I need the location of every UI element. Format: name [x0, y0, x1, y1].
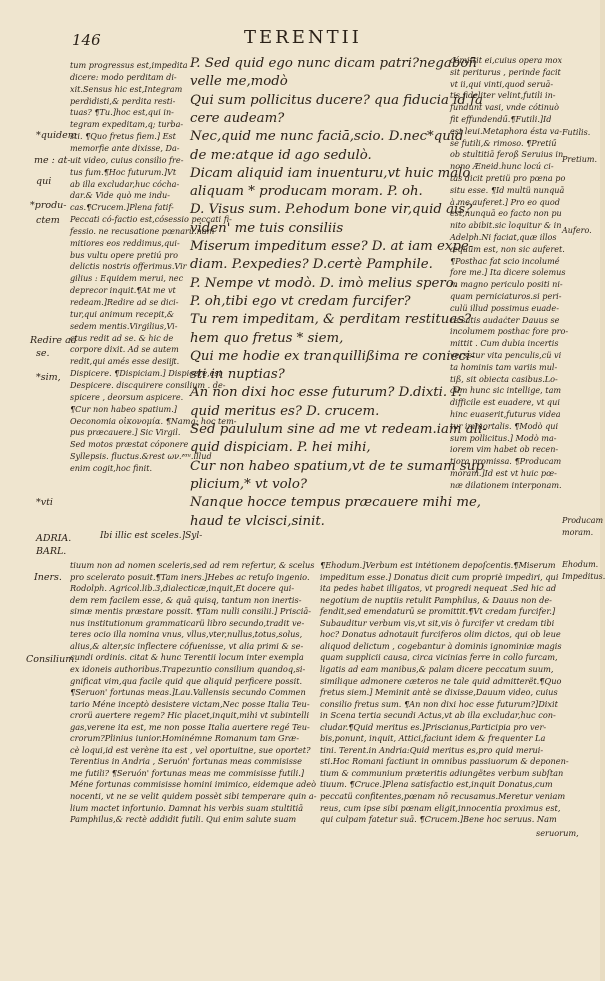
right-column-line: incolumem posthac fore pro- — [450, 326, 569, 337]
bottom-right-line: impeditum esse.] Donatus dicit cum propriè impediri, qui — [320, 571, 559, 582]
bottom-left-line: tario Méne inceptò desistere victam,Nec posse Italia Teu- — [70, 698, 310, 709]
left-column-line: dar.& Vide quò me indu- — [70, 190, 170, 201]
right-column-line: fundunt vasi, vnde cótinuò — [450, 102, 560, 113]
bottom-right-line: cludar.¶Quid meritus es.]Priscianus,Participia pro ver- — [320, 721, 547, 732]
left-column-line: perdidisti,& perdita resti- — [70, 95, 176, 106]
left-column-line: tuas? ¶Tu.]hoc est,qui in- — [70, 107, 174, 118]
right-column-line: re:satis audaċter Dauus se — [450, 314, 560, 325]
left-column-line: Oeconomia οἰκονομία. ¶Namq; hoc tem- — [70, 415, 237, 426]
bottom-right-line: peccatü confitentes,pœnam nō recusamus.Meretur veniam — [320, 791, 566, 801]
center-column-line: Dicam aliquid iam inuenturu,vt huic malo — [190, 165, 471, 181]
center-column-line: P. Sed quid ego nunc dicam patri?negabon̄ — [190, 56, 477, 71]
right-column-line: est leui.Metaphora ésta va- — [450, 125, 562, 136]
bottom-left-line: cè loqui,id est verène ita est , vel oportuitne, sue oportet? — [70, 744, 311, 755]
right-column-line: est,nunquā eo facto non pu — [450, 208, 562, 219]
left-column-line: gilius : Equidem merui, nec — [70, 273, 184, 284]
right-column-line: tiora promissa. ¶Producam — [450, 456, 562, 467]
right-column-line: sum pollicitus.] Modò ma- — [450, 432, 557, 443]
left-column-line: ¶Cur non habeo spatium.] — [70, 403, 177, 414]
margin-note-produ: *produ- — [30, 200, 67, 211]
center-column-line: Nec,quid me nunc faciā,scio. D.nec*quid — [190, 129, 464, 145]
center-column-line: de me:atque id ago sedulò. — [190, 147, 372, 163]
right-column-line: situ esse. ¶Id multü nunquā — [450, 184, 565, 195]
left-column-line: uit video, cuius consilio fre- — [70, 154, 184, 165]
center-column-line: velle me,modò — [190, 74, 288, 90]
left-column-line: sti. ¶Quo fretus fiem.] Est — [70, 131, 176, 142]
right-column-line: sit periturus , perinde facit — [450, 66, 561, 77]
left-column-line: delictis nostris offerimus.Vir — [70, 261, 187, 272]
margin-note-consilium: Consilium. — [26, 654, 78, 665]
bottom-left-line: Rodolph. Agricol.lib.3,dialecticæ,inquit,Et docere qui- — [70, 583, 295, 594]
right-column-line: moram.]Id est vt huic pœ- — [450, 468, 557, 478]
center-column-line: diam. P.expedies? D.certè Pamphile. — [190, 257, 433, 273]
margin-note-ehodum: Ehodum. — [562, 560, 599, 569]
right-column-line: tiß, sit obiecta casibus.Lo- — [450, 373, 558, 384]
left-column-line: redeam.]Redire ad se dici- — [70, 297, 179, 307]
right-column-line: tās dicit pretiü pro pœna po — [450, 173, 566, 183]
left-column-line: bus vultu opere pretiú pro — [70, 249, 178, 260]
left-column-line: sedem mentis.Virgilius,Vi- — [70, 320, 178, 331]
margin-note-me-at: me : at- — [34, 155, 71, 166]
bottom-left-line: crorum?Plinius iunior.Hominémne Romanum tam Græ- — [70, 733, 299, 744]
margin-note-redire: Redire ad — [30, 335, 77, 346]
right-column-line: cómittit ei,cuius opera mox — [450, 55, 563, 65]
right-column-line: mittit . Cum dubia incertis — [450, 338, 559, 349]
left-column-line: Syllepsis. fluctus.&rest ων.ᶻᵅᵘ.illud — [70, 451, 212, 462]
center-column-line: quid meritus es? D. crucem. — [190, 403, 380, 419]
bottom-right-line: in Scena tertia secundi Actus,vt ab illa excludar,huc con- — [320, 710, 556, 721]
right-column-line: tur immortalis. ¶Modò qui — [450, 420, 559, 431]
center-column-line: cere audeam? — [190, 110, 285, 126]
right-column-line: difficile est euadere, vt qui — [450, 397, 560, 408]
margin-note-se: se. — [36, 348, 50, 359]
center-column-line: P. oh,tibi ego vt credam furcifer? — [190, 293, 411, 309]
bottom-right-line: hoc? Donatus adnotauit furciferos olim dictos, qui ob leue — [320, 629, 561, 640]
bottom-right-line: sti.Hoc Romani factiunt in omnibus passiuorum & deponen- — [320, 756, 569, 767]
left-column-line: redit,qui amés esse desiĳt. — [70, 356, 180, 367]
margin-note-iners: Iners. — [34, 572, 62, 583]
right-column-line: culü illud possimus euade- — [450, 302, 559, 313]
margin-note-vti: *vti — [36, 497, 53, 508]
left-column-line: Sed motos præstat cóponere — [70, 439, 189, 450]
bottom-left-line: me futili? ¶Seruón' fortunas meas me commisisse futili.] — [70, 767, 305, 778]
bottom-left-line: crorü auertere regem? Hic placet,inquit,mihi vt subintelli — [70, 710, 310, 721]
left-column-line: tum progressus est,impedita — [70, 60, 188, 70]
center-column-line: Nanque hocce tempus præcauere mihi me, — [190, 495, 482, 511]
left-column-line: pus præcauere.] Sic Virgil. — [70, 427, 181, 438]
right-column-line: cum hunc sic intellige, tam — [450, 385, 562, 396]
page-header — [0, 25, 600, 55]
bottom-right-line: tiuum. ¶Cruce.]Plena satisfactio est,inquit Donatus,cum — [320, 779, 553, 790]
right-column-line: versetur vita penculis,cü vi — [450, 350, 562, 360]
right-column-line: à me auferet.] Pro eo quod — [450, 196, 560, 207]
center-tail-note: Ibi illic est sceles.]Syl- — [100, 531, 203, 541]
right-column-line: fore me.] Ita dicere solemus — [450, 267, 566, 278]
margin-note-futilis: Futilis. — [562, 128, 591, 137]
margin-note-moram: moram. — [562, 528, 594, 537]
center-column-line: sti in nuptias? — [190, 367, 285, 383]
page-number: 146 — [72, 31, 101, 49]
center-column-line: quid dispiciam. P. hei mihi, — [190, 440, 371, 456]
margin-note-producam: Producam — [562, 516, 604, 525]
center-column-line: Cur non habeo spatium,vt de te sumam sup — [190, 458, 484, 474]
margin-note-qui: qui — [36, 176, 52, 187]
left-column-line: enim cogit,hoc finit. — [70, 462, 153, 473]
bottom-right-line: Subauditur verbum vis,vt sit,vis ò furcifer vt credam tibi — [320, 617, 555, 628]
left-column-line: ab illa excludar,huc cócha- — [70, 178, 180, 189]
center-column-line: Qui me hodie ex tranquillißima re conieci- — [190, 348, 475, 364]
bottom-left-line: tiuum non ad nomen sceleris,sed ad rem refertur, & scelus — [70, 560, 315, 570]
center-column-line: haud te vlcisci,sinit. — [190, 513, 325, 529]
center-column-line: aliquam * producam moram. P. oh. — [190, 184, 423, 200]
bottom-left-line: alius,& alter,sic inflectere cófuenisse, vt alia primi & se- — [70, 640, 304, 651]
center-column-line: hem quo fretus * siem, — [190, 330, 344, 346]
bottom-right-line: bis,ponunt, inquit, Attici,faciunt idem & frequenter La — [320, 733, 546, 744]
bottom-left-line: ex idoneis authoribus.Trapezuntio consilium quandoq,si- — [70, 663, 306, 674]
right-column-line: nito abibit.sic loquitur & in — [450, 220, 562, 231]
bottom-left-line: cundi ordinis. citat & hunc Terentii locum inter exempla — [70, 652, 304, 663]
bottom-left-line: Pamphilus,& rectè addidit futili. Qui enim salute suam — [70, 814, 297, 825]
right-column-line: quam perniciaturos.si peri- — [450, 291, 562, 301]
left-column-line: Dispicere. ¶Dispiciam.] Dispicere,est — [70, 368, 222, 379]
bottom-right-line: similique admonere cæteros ne tale quid admitterët.¶Quo — [320, 675, 562, 686]
bottom-right-line: fretus siem.] Meminit antè se dixisse,Dauum video, cuius — [320, 687, 558, 698]
center-column-line: Miserum impeditum esse? D. at iam expe- — [190, 239, 474, 254]
left-column-line: fessio. ne recusatione pœnarü.nam — [70, 225, 215, 236]
catchword: seruorum, — [536, 828, 579, 838]
right-column-line: ¶Posthac fat scio incolumé — [450, 255, 560, 266]
bottom-left-line: gnificat vim,qua facile quid que aliquid perficere possit. — [70, 675, 303, 686]
right-column-line: se futili,& rimoso. ¶Pretiű — [450, 137, 557, 148]
bottom-left-line: Méne fortunas commisisse homini imimico, eidemque adeò — [70, 779, 317, 790]
bottom-left-line: gas,verene ita est, me non posse Italia auertere regé Teu- — [70, 721, 310, 732]
margin-note-ctem: ctem — [36, 215, 60, 226]
bottom-left-line: dem rem facilem esse, & quā quisq, tantum non inertis- — [70, 594, 302, 605]
bottom-right-line: ¶Ehodum.]Verbum est intėtionem depoſcentis.¶Miserum — [320, 560, 556, 570]
center-column-line: Sed paululum sine ad me vt redeam.iam ali- — [190, 422, 487, 437]
right-column-line: fit effundendű.¶Futili.]Id — [450, 114, 552, 124]
right-column-line: hinc euaserit,futurus videa — [450, 409, 561, 419]
bottom-right-line: ligatis ad eam manibus,& palam dicere peccatum suum, — [320, 663, 554, 674]
bottom-left-line: nus institutionum grammaticarü libro secundo,tradit ve- — [70, 617, 305, 628]
left-column-line: tus fum.¶Hoc futurum.]Vt — [70, 166, 177, 177]
right-column-line: Adelph.Ni faciat,quæ illos — [450, 232, 557, 242]
left-column-line: cas.¶Crucem.]Plena fatif- — [70, 202, 174, 213]
bottom-left-line: simæ mentis præstare possit. ¶Tam nulli consilii.] Prisciā- — [70, 606, 311, 617]
bottom-right-line: reus, cum ipse sibi pœnam eligit,innocentia proximus est, — [320, 802, 561, 813]
margin-note-adria: ADRIA. — [36, 533, 72, 544]
right-column-line: tis fideliter velint,futili in- — [450, 90, 556, 101]
left-column-line: spicere , deorsum aspicere. — [70, 391, 184, 402]
right-column-line: nono Æneid.hunc locú ci- — [450, 161, 554, 172]
left-column-line: xit.Sensus hic est,Integram — [70, 83, 183, 94]
right-column-line: iorem vim habet ob recen- — [450, 444, 559, 455]
center-column-line: Qui sum pollicitus ducere? qua fiducia id fa — [190, 92, 483, 108]
right-column-line: ta hominis tam variis mul- — [450, 361, 558, 372]
margin-note-sim: *sim, — [36, 372, 61, 383]
left-column-line: Peccati có-factio est,cósessio peccati fi- — [70, 214, 232, 225]
right-column-line: næ dilationem interponam. — [450, 479, 562, 490]
left-column-line: dicere: modo perditam di- — [70, 71, 177, 82]
bottom-left-line: teres ocio illa nomina vnus, vllus,vter,nullus,totus,solus, — [70, 629, 303, 640]
right-column-line: æquum est, non sic auferet. — [450, 243, 565, 254]
center-column-line: Tu rem impeditam, & perditam restituas? — [190, 312, 472, 328]
left-column-line: Despicere. discquirere consilium . de- — [70, 379, 226, 390]
right-column-line: ob stultitiā feroß Seruius in — [450, 149, 564, 160]
center-column-line: plicium,* vt volo? — [190, 476, 307, 492]
margin-note-quidem: *quidem — [36, 130, 77, 141]
center-column-line: An non dixi hoc esse futurum? D.dixti. P. — [190, 385, 462, 401]
left-column-line: tur,qui animum recepit,& — [70, 308, 175, 319]
center-column-line: P. Nempe vt modò. D. imò melius spero. — [190, 275, 458, 291]
bottom-right-line: aliquod delictum , cogebantur à dominis ignominiæ magis — [320, 640, 562, 651]
center-column-line: D. Visus sum. P.ehodum bone vir,quid ais? — [190, 202, 473, 218]
bottom-right-line: quam supplicii causa, circa vicinias ferre in collo furcam, — [320, 652, 558, 663]
bottom-right-line: consilio fretus sum. ¶An non dixi hoc esse futurum?]Dixit — [320, 698, 558, 709]
left-column-line: tegram expeditam,q; turba- — [70, 119, 184, 130]
right-column-line: in magno periculo positi ni- — [450, 279, 563, 290]
left-column-line: corpore dixit. Ad se autem — [70, 344, 179, 355]
bottom-right-line: negotium de nuptiis retulit Pamphilus, & Dauus non de- — [320, 594, 552, 605]
margin-note-barl: BARL. — [36, 546, 67, 557]
bottom-left-line: Terentius in Andria , Seruón' fortunas meas commisisse — [70, 756, 302, 767]
margin-note-impeditus: Impeditus. — [562, 572, 605, 581]
right-column-line: vt ii,qui vinti,quod seruā- — [450, 78, 554, 89]
center-column-line: viden' me tuis consiliis — [190, 220, 344, 236]
bottom-right-line: qui culpam fatetur suā. ¶Crucem.]Bene hoc seruus. Nam — [320, 814, 557, 825]
running-title: TERENTII — [244, 27, 362, 48]
left-column-line: memorfie ante dixisse, Da- — [70, 142, 180, 153]
bottom-right-line: fendit,sed emendaturū se promittit.¶Vt credam furcifer.] — [320, 606, 556, 617]
bottom-right-line: tini. Terent.in Andria:Quid meritus es,pro quid merui- — [320, 744, 544, 755]
margin-note-pretium: Pretium. — [562, 155, 597, 164]
left-column-line: deprecor inquit.¶At me vt — [70, 285, 176, 296]
margin-note-aufero: Aufero. — [562, 226, 592, 235]
left-column-line: mitiores eos reddimus,qui- — [70, 237, 180, 248]
bottom-left-line: nocenti, vt ne se velit quidem possèt sibi temperare quin a- — [70, 791, 317, 801]
bottom-left-line: lium mactet infortunio. Damnat his verbis suam stultitiā — [70, 802, 304, 813]
bottom-left-line: ¶Seruon' fortunas meas.]Lau.Vallensis secundo Commen — [70, 687, 306, 698]
bottom-left-line: pro scelerato posuit.¶Tam iners.]Hebes ac retuſo ingenio. — [70, 571, 310, 582]
bottom-right-line: ita pedes habet illigatos, vt progredi nequeat .Sed hic ad — [320, 583, 557, 594]
bottom-right-line: tium & communium præteritis adiungëtes verbum subſtan — [320, 767, 564, 778]
left-column-line: ctus redit ad se. & hic de — [70, 332, 174, 343]
